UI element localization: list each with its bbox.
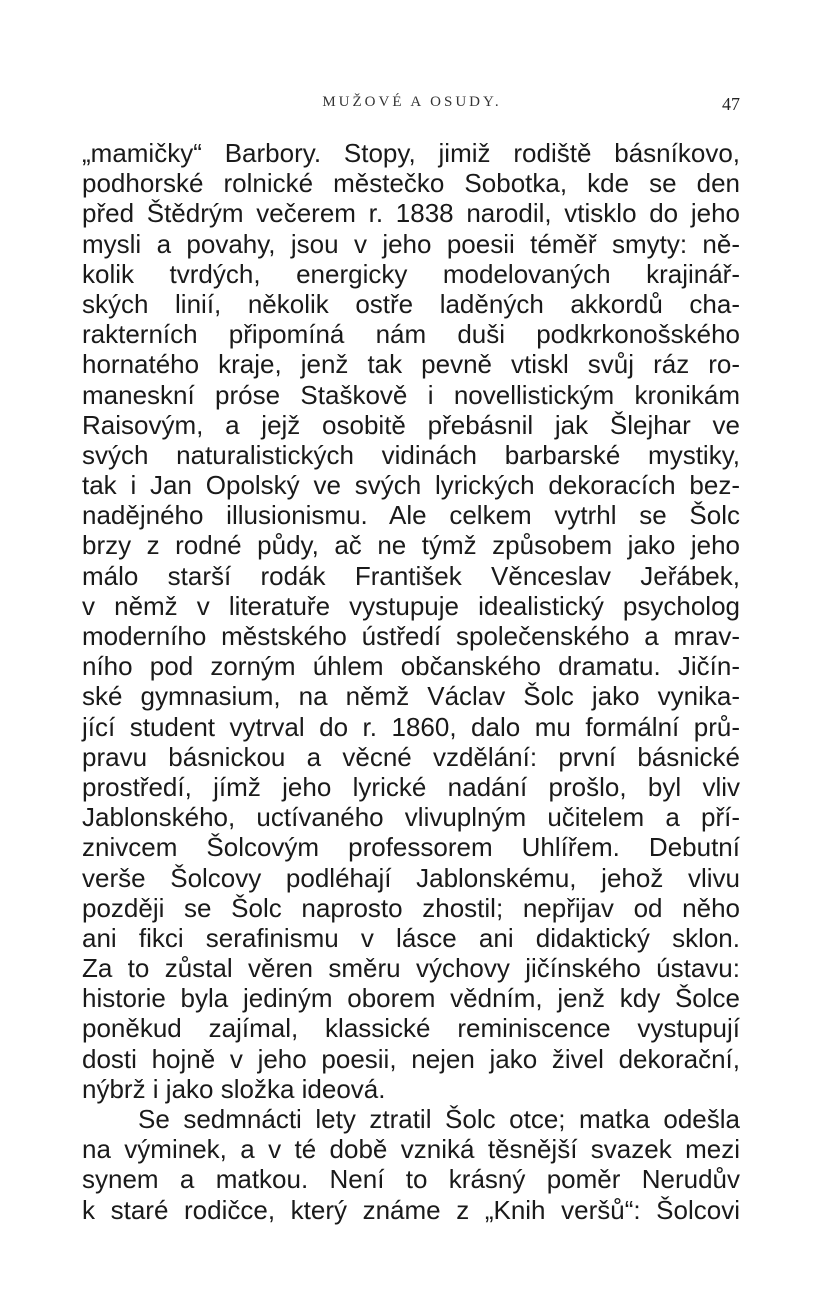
- text-line: brzy z rodné půdy, ač ne týmž způsobem jako jeho: [82, 530, 740, 561]
- text-line: v němž v literatuře vystupuje idealistický psycholog: [82, 590, 740, 621]
- text-line: málo starší rodák František Věnceslav Jeřábek,: [82, 560, 740, 591]
- text-line: historie byla jediným oborem vědním, jenž kdy Šolce: [82, 983, 740, 1014]
- page-number: 47: [722, 94, 740, 114]
- text-line: hornatého kraje, jenž tak pevně vtiskl svůj ráz ro-: [82, 349, 740, 380]
- text-line: ských linií, několik ostře laděných akkordů cha-: [82, 288, 740, 319]
- text-line: na výminek, a v té době vzniká těsnější svazek mezi: [82, 1134, 740, 1165]
- text-line: Za to zůstal věren směru výchovy jičínského ústavu:: [82, 953, 740, 984]
- text-line: později se Šolc naprosto zhostil; nepřijav od něho: [82, 892, 740, 923]
- text-line: Se sedmnácti lety ztratil Šolc otce; matka odešla: [138, 1104, 740, 1134]
- text-line: Raisovým, a jejž osobitě přebásnil jak Šlejhar ve: [82, 409, 740, 440]
- text-line: mysli a povahy, jsou v jeho poesii téměř smyty: ně-: [82, 228, 740, 259]
- text-line: pravu básnickou a věcné vzdělání: první básnické: [82, 741, 740, 772]
- text-line: verše Šolcovy podléhají Jablonskému, jehož vlivu: [82, 862, 740, 893]
- text-line: svých naturalistických vidinách barbarské mystiky,: [82, 439, 740, 470]
- text-line: tak i Jan Opolský ve svých lyrických dekoracích bez-: [82, 470, 740, 501]
- text-line: rakterních připomíná nám duši podkrkonošského: [82, 319, 740, 350]
- text-line: jící student vytrval do r. 1860, dalo mu formální prů-: [82, 711, 740, 742]
- text-line: ani fikci serafinismu v lásce ani didaktický sklon.: [82, 922, 740, 953]
- text-line: ské gymnasium, na němž Václav Šolc jako vynika-: [82, 681, 740, 712]
- text-line: nadějného illusionismu. Ale celkem vytrhl se Šolc: [82, 500, 740, 531]
- text-line: znivcem Šolcovým professorem Uhlířem. Debutní: [82, 832, 740, 863]
- text-line: nýbrž i jako složka ideová.: [82, 1073, 386, 1104]
- body-text: [82, 138, 740, 1225]
- text-line: ního pod zorným úhlem občanského dramatu. Jičín-: [82, 651, 740, 682]
- text-line: kolik tvrdých, energicky modelovaných krajinář-: [82, 258, 740, 289]
- running-title: MUŽOVÉ A OSUDY.: [322, 94, 502, 110]
- text-line: „mamičky“ Barbory. Stopy, jimiž rodiště básníkovo,: [82, 138, 740, 168]
- text-line: k staré rodičce, který známe z „Knih veršů“: Šolcovi: [82, 1194, 740, 1225]
- text-line: poněkud zajímal, klassické reminiscence vystupují: [82, 1013, 740, 1044]
- text-line: prostředí, jímž jeho lyrické nadání prošlo, byl vliv: [82, 771, 740, 802]
- text-line: synem a matkou. Není to krásný poměr Nerudův: [82, 1164, 740, 1195]
- text-line: před Štědrým večerem r. 1838 narodil, vtisklo do jeho: [82, 198, 740, 229]
- text-line: podhorské rolnické městečko Sobotka, kde se den: [82, 168, 740, 199]
- text-line: Jablonského, uctívaného vlivuplným učitelem a pří-: [82, 802, 740, 833]
- text-line: dosti hojně v jeho poesii, nejen jako živel dekorační,: [82, 1043, 740, 1074]
- text-line: maneskní próse Staškově i novellistickým kronikám: [82, 379, 740, 410]
- running-head: [82, 94, 742, 118]
- text-line: moderního městského ústředí společenského a mrav-: [82, 621, 740, 651]
